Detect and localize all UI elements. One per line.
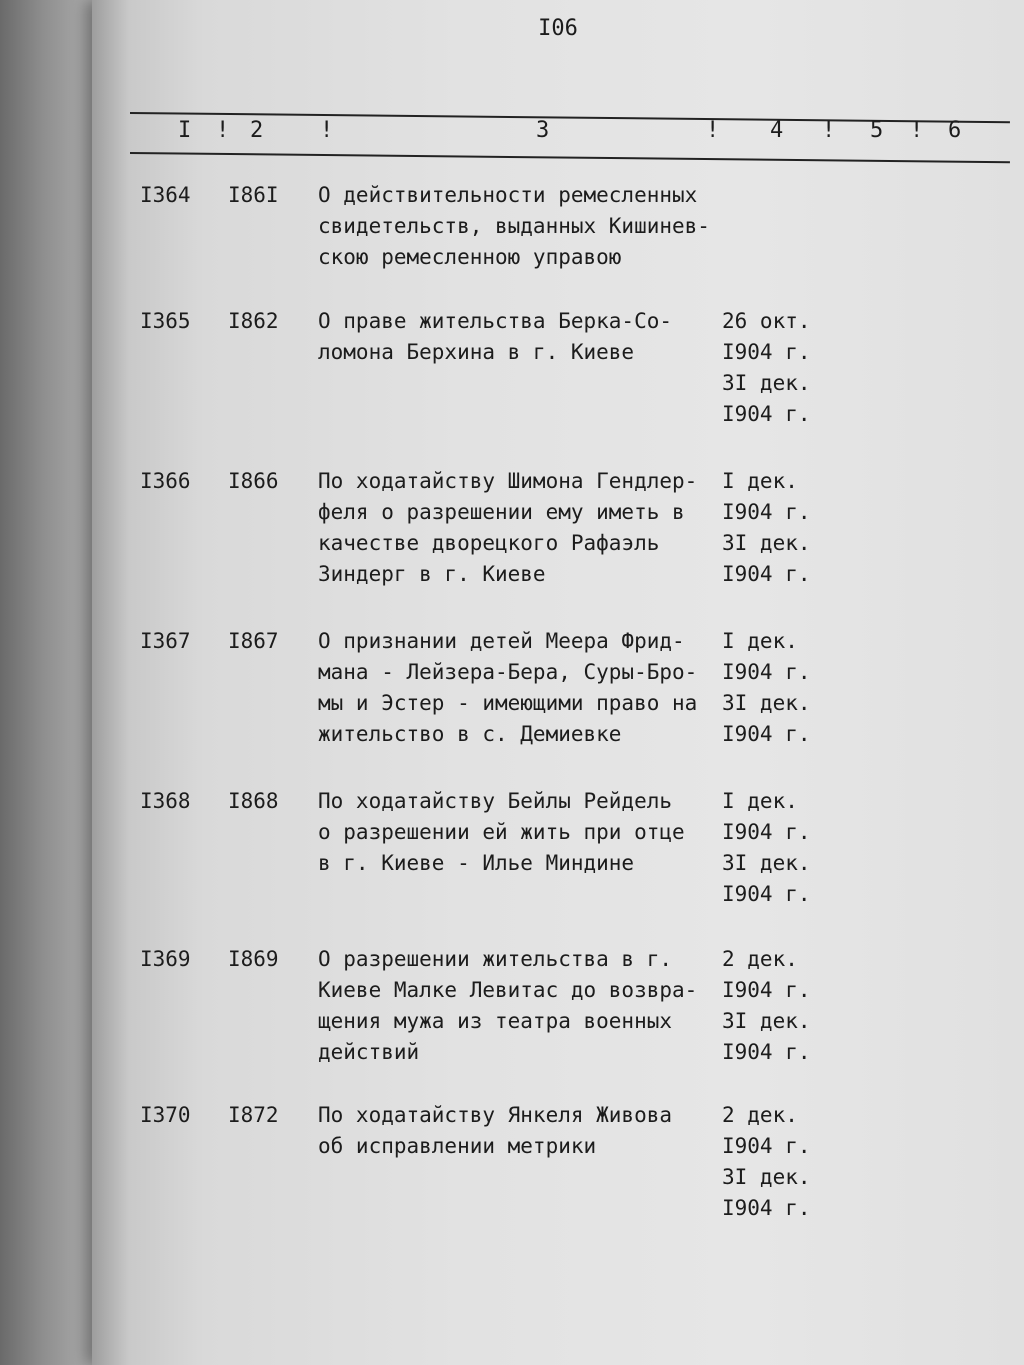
- description-line: мана - Лейзера-Бера, Суры-Бро-: [318, 660, 698, 684]
- date-line: 3I дек.: [722, 691, 811, 715]
- entry-dates: [722, 306, 842, 430]
- date-line: I904 г.: [722, 978, 811, 1002]
- date-line: 3I дек.: [722, 851, 811, 875]
- date-line: I904 г.: [722, 882, 811, 906]
- entry-description: [318, 626, 726, 750]
- entry-number: I368: [140, 789, 191, 813]
- description-line: О признании детей Меера Фрид-: [318, 629, 685, 653]
- entry-dates: [722, 1100, 842, 1224]
- date-line: 3I дек.: [722, 1009, 811, 1033]
- entry-description: [318, 944, 726, 1068]
- header-col-3: 3: [536, 118, 550, 143]
- description-line: в г. Киеве - Илье Миндине: [318, 851, 635, 875]
- description-line: О праве жительства Берка-Со-: [318, 309, 673, 333]
- description-line: Зиндерг в г. Киеве: [318, 562, 546, 586]
- entry-description: [318, 1100, 726, 1162]
- date-line: I904 г.: [722, 1196, 811, 1220]
- date-line: 2 дек.: [722, 1103, 798, 1127]
- entry-number: I365: [140, 309, 191, 333]
- entry-description: [318, 466, 726, 590]
- entry-number: I364: [140, 183, 191, 207]
- description-line: О разрешении жительства в г.: [318, 947, 673, 971]
- date-line: 2 дек.: [722, 947, 798, 971]
- date-line: I904 г.: [722, 1040, 811, 1064]
- date-line: I904 г.: [722, 660, 811, 684]
- entry-reference: I866: [228, 469, 279, 493]
- entry-dates: [722, 786, 842, 910]
- date-line: I дек.: [722, 629, 798, 653]
- description-line: феля о разрешении ему иметь в: [318, 500, 685, 524]
- header-col-4: 4: [770, 118, 784, 143]
- table-header: [92, 118, 1024, 148]
- date-line: I904 г.: [722, 402, 811, 426]
- header-sep-2: !: [320, 118, 334, 143]
- date-line: I904 г.: [722, 340, 811, 364]
- entry-description: [318, 306, 726, 368]
- entry-number: I370: [140, 1103, 191, 1127]
- date-line: 3I дек.: [722, 531, 811, 555]
- entry-description: [318, 786, 726, 879]
- date-line: 26 окт.: [722, 309, 811, 333]
- date-line: I904 г.: [722, 500, 811, 524]
- date-line: 3I дек.: [722, 1165, 811, 1189]
- header-sep-4: !: [822, 118, 836, 143]
- entry-reference: I872: [228, 1103, 279, 1127]
- description-line: об исправлении метрики: [318, 1134, 597, 1158]
- description-line: По ходатайству Янкеля Живова: [318, 1103, 673, 1127]
- description-line: По ходатайству Бейлы Рейдель: [318, 789, 673, 813]
- table-rule-bottom: [130, 152, 1010, 163]
- description-line: действий: [318, 1040, 420, 1064]
- header-col-6: 6: [948, 118, 962, 143]
- entry-number: I369: [140, 947, 191, 971]
- description-line: мы и Эстер - имеющими право на: [318, 691, 698, 715]
- description-line: свидетельств, выданных Кишинев-: [318, 214, 710, 238]
- date-line: I904 г.: [722, 820, 811, 844]
- entry-dates: [722, 466, 842, 590]
- description-line: ломона Берхина в г. Киеве: [318, 340, 635, 364]
- description-line: щения мужа из театра военных: [318, 1009, 673, 1033]
- date-line: I дек.: [722, 469, 798, 493]
- entry-dates: [722, 944, 842, 1068]
- page-number: I06: [538, 16, 578, 41]
- description-line: качестве дворецкого Рафаэль: [318, 531, 660, 555]
- header-col-2: 2: [250, 118, 264, 143]
- entry-description: [318, 180, 726, 273]
- entry-number: I367: [140, 629, 191, 653]
- entry-dates: [722, 626, 842, 750]
- description-line: скою ремесленною управою: [318, 245, 622, 269]
- description-line: о разрешении ей жить при отце: [318, 820, 685, 844]
- date-line: I904 г.: [722, 1134, 811, 1158]
- entry-reference: I867: [228, 629, 279, 653]
- entry-reference: I862: [228, 309, 279, 333]
- date-line: I дек.: [722, 789, 798, 813]
- document-page: [92, 0, 1024, 1365]
- entry-reference: I868: [228, 789, 279, 813]
- header-sep-1: !: [216, 118, 230, 143]
- date-line: I904 г.: [722, 722, 811, 746]
- description-line: О действительности ремесленных: [318, 183, 698, 207]
- description-line: Киеве Малке Левитас до возвра-: [318, 978, 698, 1002]
- header-sep-3: !: [706, 118, 720, 143]
- entry-reference: I869: [228, 947, 279, 971]
- date-line: 3I дек.: [722, 371, 811, 395]
- description-line: По ходатайству Шимона Гендлер-: [318, 469, 698, 493]
- entry-number: I366: [140, 469, 191, 493]
- entry-reference: I86I: [228, 183, 279, 207]
- header-sep-5: !: [910, 118, 924, 143]
- header-col-1: I: [178, 118, 192, 143]
- description-line: жительство в с. Демиевке: [318, 722, 622, 746]
- header-col-5: 5: [870, 118, 884, 143]
- date-line: I904 г.: [722, 562, 811, 586]
